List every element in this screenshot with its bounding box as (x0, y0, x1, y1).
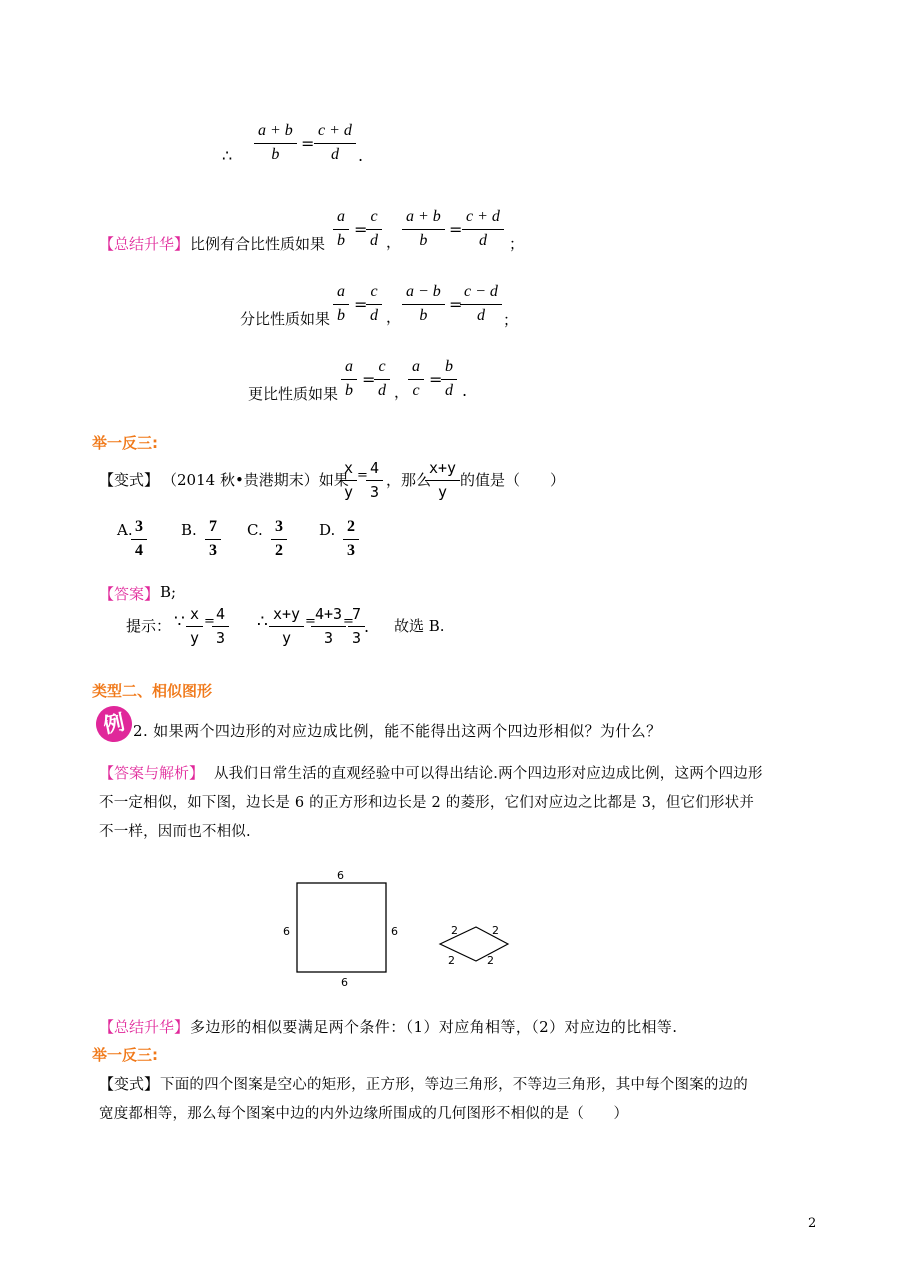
fraction-x-over-y: x y (340, 459, 357, 501)
square-top-label: 6 (337, 869, 344, 882)
analysis-line-3: 不一样，因而也不相似. (99, 824, 251, 840)
equals-sign: = (357, 468, 368, 483)
square-shape (297, 883, 386, 972)
rhombus-bl-label: 2 (448, 954, 455, 967)
equals-sign: = (429, 370, 443, 389)
period: . (364, 617, 370, 636)
equals-sign: = (354, 220, 368, 239)
then-label: ，那么 (386, 471, 432, 489)
choose-text: 故选 B. (394, 617, 445, 635)
option-d-fraction: 2 3 (343, 518, 359, 560)
equals-sign: = (449, 220, 463, 239)
variant-line-1: 下面的四个图案是空心的矩形，正方形，等边三角形，不等边三角形，其中每个图案的边的 (160, 1077, 748, 1093)
practice-heading: 举一反三: (92, 1046, 158, 1064)
period: . (358, 146, 364, 165)
summary-text: 多边形的相似要满足两个条件：（1）对应角相等，（2）对应边的比相等. (190, 1018, 678, 1036)
practice-heading: 举一反三: (92, 434, 158, 452)
answer-value: B; (160, 583, 177, 601)
fraction-x-plus-y-over-y: x+y y (269, 605, 304, 647)
fraction-c-minus-d-over-d: c − d d (460, 283, 502, 325)
equals-sign: = (204, 614, 215, 629)
square-rhombus-figure (270, 860, 530, 990)
question-tail: 的值是（ ） (460, 471, 566, 489)
fraction-c-over-d: c d (374, 358, 390, 400)
period: . (462, 381, 468, 400)
option-a-label: A. (117, 521, 133, 539)
comma: ， (394, 383, 410, 401)
equals-sign: = (301, 134, 315, 153)
variant-tag: 【变式】 (99, 471, 160, 489)
page-number: 2 (808, 1216, 817, 1231)
semicolon: ； (509, 235, 525, 253)
therefore-symbol: ∴ (257, 612, 268, 632)
equals-sign: = (354, 295, 368, 314)
answer-tag: 【答案】 (99, 585, 160, 603)
fraction-a-plus-b-over-b: a + b b (402, 208, 445, 250)
fraction-4-plus-3-over-3: 4+3 3 (311, 605, 346, 647)
fraction-x-over-y: x y (186, 605, 203, 647)
option-c-fraction: 3 2 (271, 518, 287, 560)
fraction-c-plus-d-over-d: c + d d (314, 122, 356, 164)
square-right-label: 6 (391, 925, 398, 938)
fraction-a-plus-b-over-b: a + b b (254, 122, 297, 164)
rhombus-tl-label: 2 (451, 924, 458, 937)
variant-source: （2014 秋•贵港期末）如果 (162, 471, 349, 489)
section-heading: 类型二、相似图形 (92, 682, 213, 700)
he-bi-label: 比例有合比性质如果 (190, 235, 326, 253)
fraction-c-plus-d-over-d: c + d d (462, 208, 504, 250)
geng-bi-label: 更比性质如果 (248, 385, 339, 403)
fraction-a-over-b: a b (333, 208, 349, 250)
fraction-4-over-3: 4 3 (366, 459, 383, 501)
option-b-fraction: 7 3 (205, 518, 221, 560)
equals-sign: = (343, 614, 354, 629)
equals-sign: = (449, 295, 463, 314)
analysis-tag: 【答案与解析】 (99, 764, 205, 782)
fraction-4-over-3: 4 3 (212, 605, 229, 647)
fraction-a-minus-b-over-b: a − b b (402, 283, 445, 325)
summary-tag: 【总结升华】 (99, 235, 190, 253)
option-c-label: C. (247, 521, 263, 539)
equals-sign: = (362, 370, 376, 389)
variant-tag: 【变式】 (99, 1075, 160, 1093)
fraction-7-over-3: 7 3 (348, 605, 365, 647)
fraction-b-over-d: b d (441, 358, 457, 400)
square-left-label: 6 (283, 925, 290, 938)
comma: ， (386, 308, 402, 326)
fraction-a-over-b: a b (333, 283, 349, 325)
option-b-label: B. (181, 521, 197, 539)
because-symbol: ∵ (174, 612, 185, 632)
fen-bi-label: 分比性质如果 (240, 310, 331, 328)
analysis-line-2: 不一定相似，如下图，边长是 6 的正方形和边长是 2 的菱形，它们对应边之比都是 3，但它们形状并 (99, 795, 755, 811)
option-d-label: D. (319, 521, 336, 539)
square-bottom-label: 6 (341, 976, 348, 989)
rhombus-tr-label: 2 (492, 924, 499, 937)
example-badge: 例 (93, 703, 136, 746)
fraction-a-over-c: a c (408, 358, 424, 400)
fraction-c-over-d: c d (366, 283, 382, 325)
rhombus-br-label: 2 (487, 954, 494, 967)
hint-label: 提示： (126, 617, 172, 635)
equals-sign: = (305, 614, 316, 629)
therefore-symbol: ∴ (222, 146, 233, 165)
semicolon: ； (503, 311, 519, 329)
fraction-a-over-b: a b (341, 358, 357, 400)
option-a-fraction: 3 4 (131, 518, 147, 560)
fraction-c-over-d: c d (366, 208, 382, 250)
fraction-x-plus-y-over-y: x+y y (425, 459, 460, 501)
comma: ， (386, 233, 402, 251)
analysis-line-1: 从我们日常生活的直观经验中可以得出结论.两个四边形对应边成比例，这两个四边形 (214, 766, 763, 782)
variant-line-2: 宽度都相等，那么每个图案中边的内外边缘所围成的几何图形不相似的是（ ） (99, 1106, 629, 1122)
summary-tag: 【总结升华】 (99, 1018, 190, 1036)
example-question: 2. 如果两个四边形的对应边成比例，能不能得出这两个四边形相似？为什么？ (133, 722, 662, 740)
